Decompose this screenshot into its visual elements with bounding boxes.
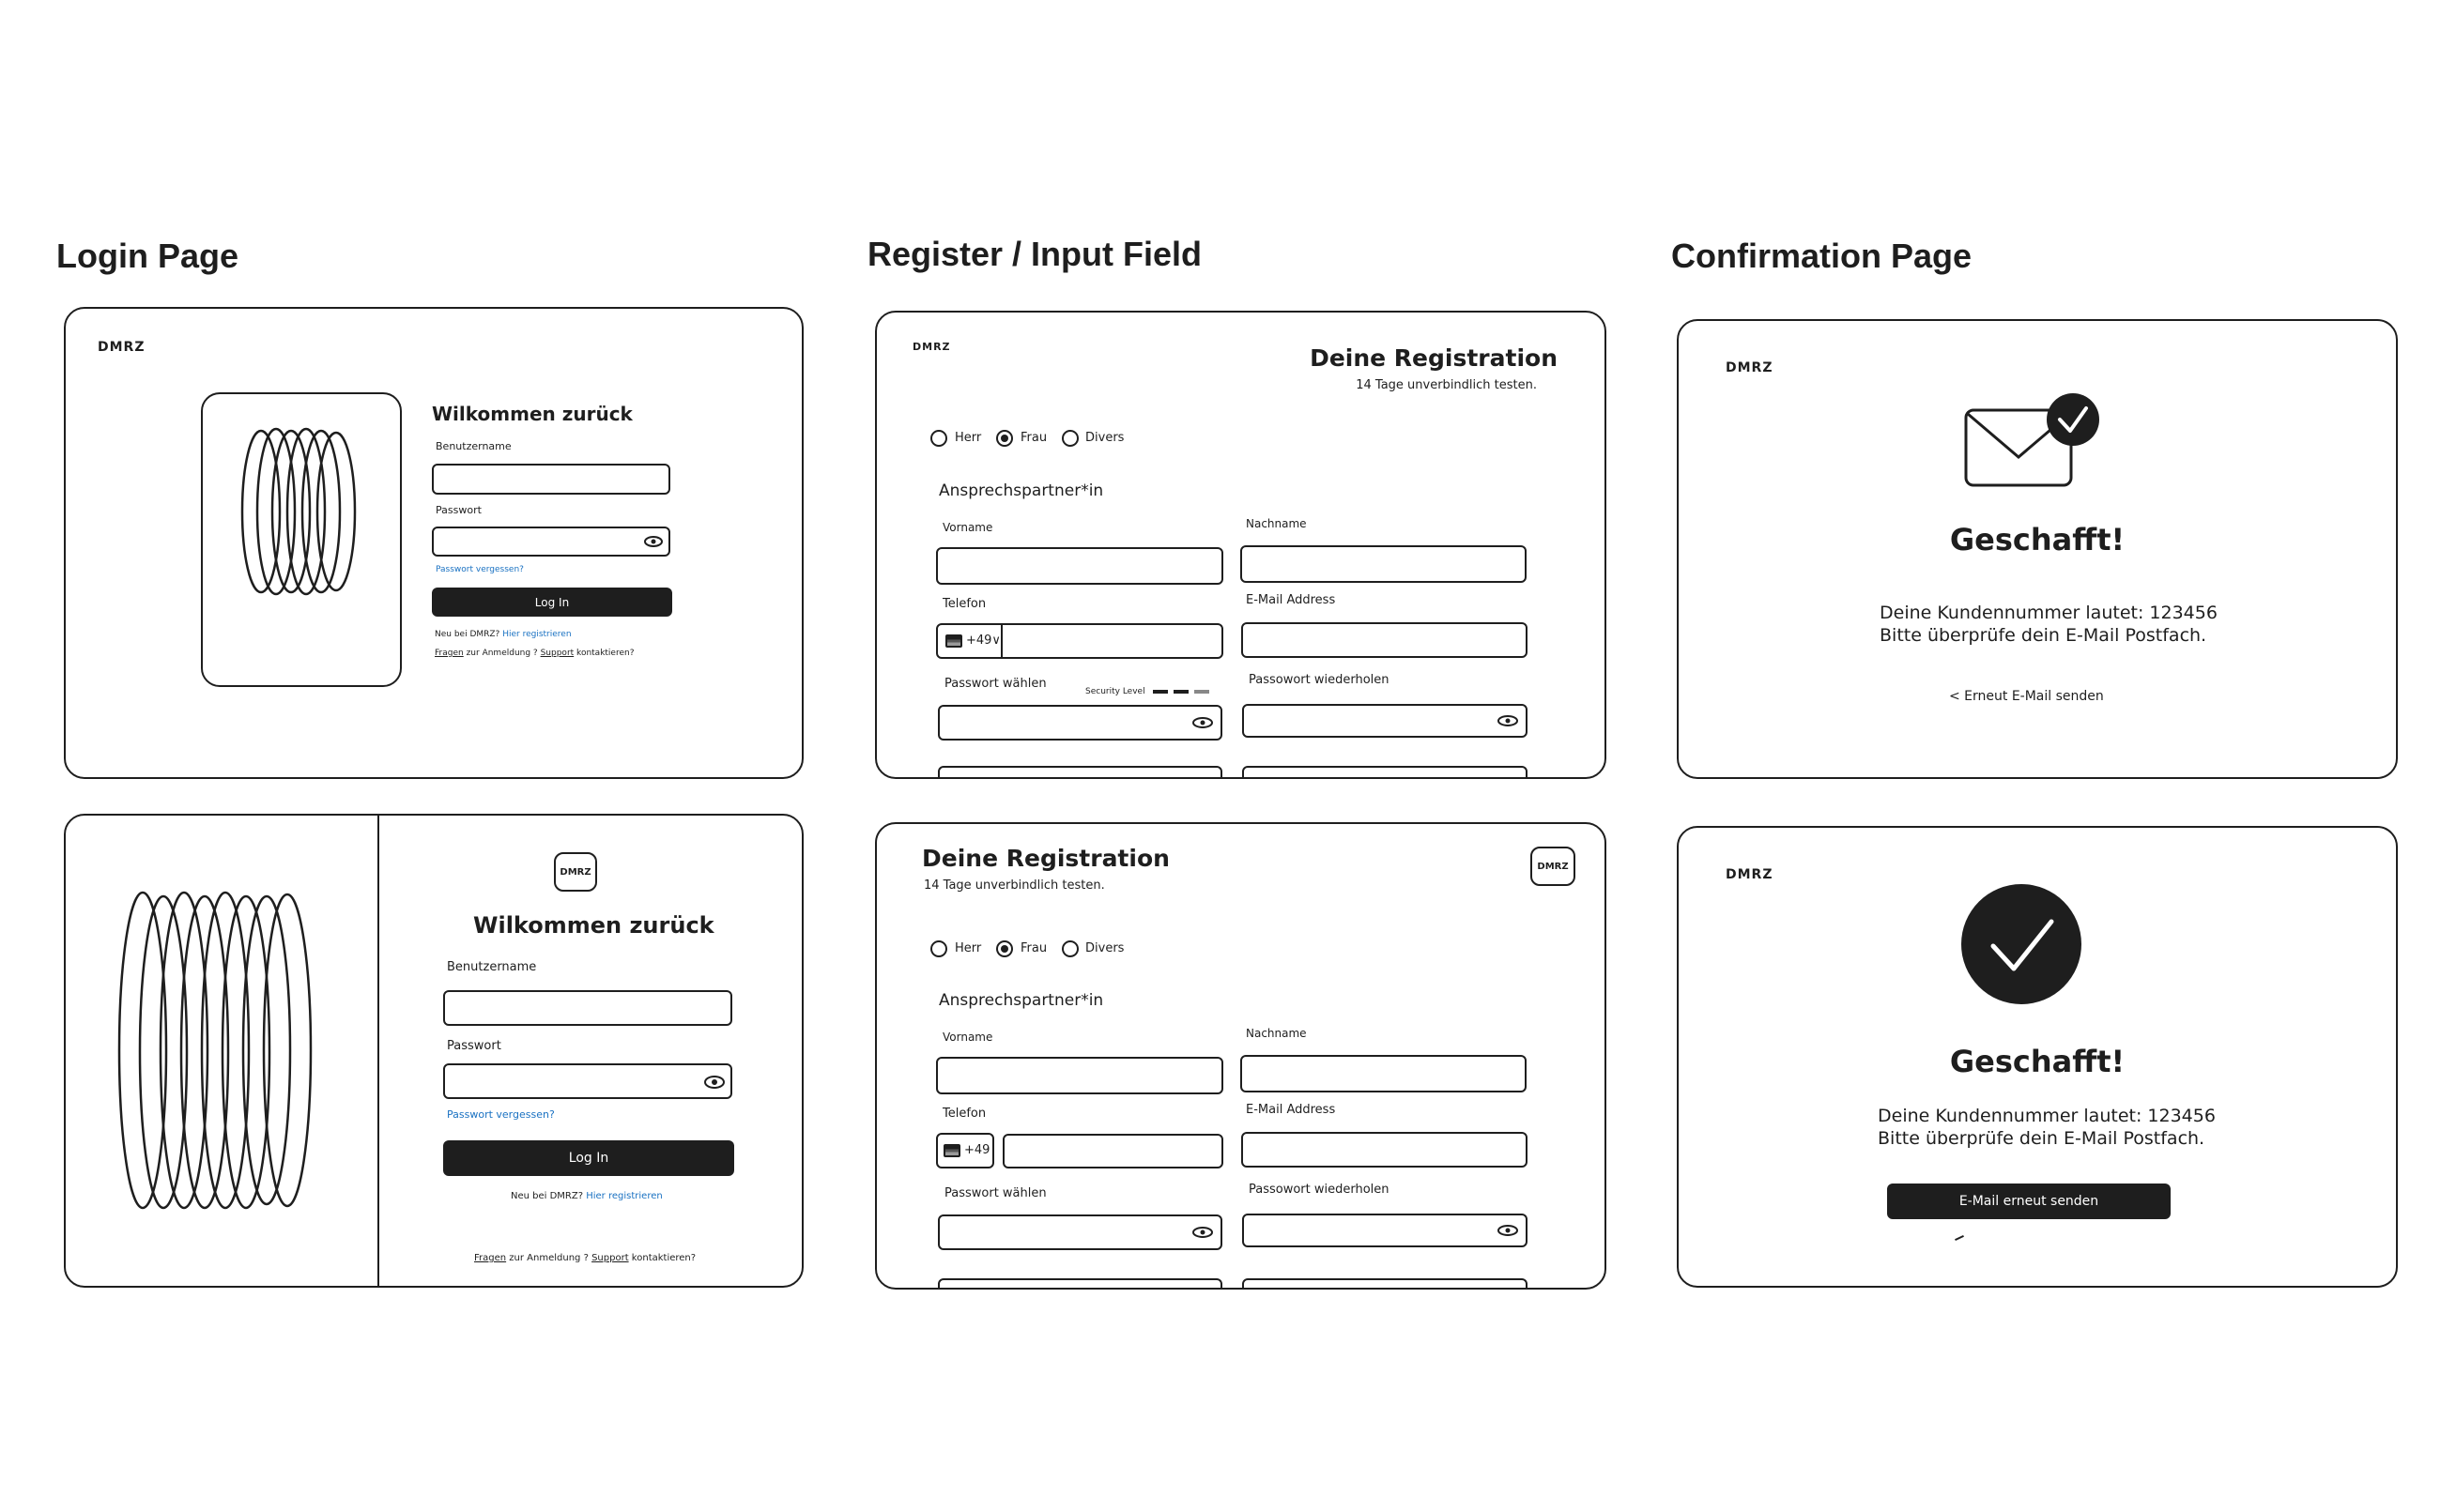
- support-text: kontaktieren?: [576, 649, 635, 658]
- logo: DMRZ: [913, 341, 951, 353]
- firstname-input[interactable]: [936, 1057, 1223, 1094]
- username-label: Benutzername: [436, 440, 512, 452]
- password-input[interactable]: [938, 1214, 1222, 1250]
- check-mail-text: Bitte überprüfe dein E-Mail Postfach.: [1878, 1128, 2205, 1149]
- security-bar-2: [1174, 690, 1189, 694]
- support-prompt: [435, 649, 635, 658]
- logo-badge: DMRZ: [1530, 847, 1575, 886]
- login-button[interactable]: Log In: [443, 1140, 734, 1176]
- security-bar-1: [1153, 690, 1168, 694]
- next-input-right[interactable]: [1242, 1278, 1528, 1290]
- questions-link[interactable]: Fragen: [435, 649, 464, 658]
- logo: DMRZ: [1726, 360, 1773, 375]
- login-frame-1: [64, 307, 804, 779]
- flag-icon: [945, 634, 962, 648]
- login-button[interactable]: Log In: [432, 588, 672, 617]
- email-label: E-Mail Address: [1246, 593, 1336, 607]
- logo: DMRZ: [98, 340, 146, 355]
- next-input-left[interactable]: [938, 766, 1222, 779]
- register-prompt-text: Neu bei DMRZ?: [511, 1191, 584, 1201]
- register-subtitle: 14 Tage unverbindlich testen.: [1356, 378, 1537, 392]
- next-input-right[interactable]: [1242, 766, 1528, 779]
- support-text: kontaktieren?: [631, 1253, 697, 1263]
- register-subtitle: 14 Tage unverbindlich testen.: [924, 878, 1105, 893]
- password-label: Passwort wählen: [944, 1186, 1047, 1200]
- eye-icon[interactable]: [644, 536, 663, 547]
- radio-frau[interactable]: [996, 430, 1013, 447]
- password-repeat-input[interactable]: [1242, 1214, 1528, 1247]
- register-link[interactable]: Hier registrieren: [502, 630, 572, 639]
- eye-icon[interactable]: [1497, 1225, 1518, 1236]
- password-repeat-input[interactable]: [1242, 704, 1528, 738]
- radio-divers[interactable]: [1062, 940, 1079, 957]
- eye-icon[interactable]: [1192, 717, 1213, 728]
- login-title: Wilkommen zurück: [473, 912, 714, 939]
- firstname-input[interactable]: [936, 547, 1223, 585]
- email-label: E-Mail Address: [1246, 1103, 1336, 1117]
- firstname-label: Vorname: [943, 1031, 993, 1044]
- questions-text: zur Anmeldung ?: [466, 649, 538, 658]
- confirmation-frame-1: [1677, 319, 2398, 779]
- logo: DMRZ: [1726, 867, 1773, 882]
- security-level-label: Security Level: [1085, 687, 1145, 696]
- register-frame-2: [875, 822, 1606, 1290]
- radio-frau-label: Frau: [1021, 431, 1048, 445]
- radio-frau-label: Frau: [1021, 941, 1048, 955]
- security-level: [1085, 687, 1209, 696]
- confirmation-title: Geschafft!: [1949, 522, 2126, 557]
- phone-input[interactable]: [936, 623, 1223, 659]
- lastname-label: Nachname: [1246, 1027, 1307, 1040]
- cursor-mark: [1955, 1235, 1964, 1241]
- mail-check-icon: [1960, 391, 2111, 495]
- password-repeat-label: Passowort wiederholen: [1249, 1183, 1389, 1197]
- password-repeat-label: Passowort wiederholen: [1249, 673, 1389, 687]
- radio-herr-label: Herr: [955, 431, 982, 445]
- logo-badge: DMRZ: [554, 852, 597, 892]
- phone-divider: [1001, 625, 1003, 657]
- eye-icon[interactable]: [1192, 1227, 1213, 1238]
- password-label: Passwort: [447, 1039, 501, 1053]
- register-prompt: [511, 1191, 663, 1201]
- phone-input[interactable]: [1003, 1134, 1223, 1168]
- login-title: Wilkommen zurück: [432, 403, 633, 425]
- eye-icon[interactable]: [1497, 715, 1518, 726]
- radio-frau[interactable]: [996, 940, 1013, 957]
- next-input-left[interactable]: [938, 1278, 1222, 1290]
- support-link[interactable]: Support: [591, 1253, 629, 1263]
- radio-divers-label: Divers: [1085, 941, 1125, 955]
- phone-prefix-select[interactable]: +49∨: [966, 634, 1001, 648]
- spiral-illustration: [66, 816, 376, 1285]
- security-bar-3: [1194, 690, 1209, 694]
- lastname-input[interactable]: [1240, 545, 1527, 583]
- username-input[interactable]: [432, 464, 670, 495]
- eye-icon[interactable]: [704, 1076, 725, 1089]
- password-input[interactable]: [432, 527, 670, 557]
- resend-mail-link[interactable]: < Erneut E-Mail senden: [1949, 689, 2104, 704]
- questions-link[interactable]: Fragen: [474, 1253, 507, 1263]
- register-title: Deine Registration: [1310, 344, 1558, 372]
- register-prompt: [435, 630, 572, 639]
- lastname-label: Nachname: [1246, 517, 1307, 530]
- support-link[interactable]: Support: [540, 649, 575, 658]
- phone-prefix-select[interactable]: [936, 1133, 994, 1168]
- contact-heading: Ansprechspartner*in: [939, 481, 1104, 500]
- register-prompt-text: Neu bei DMRZ?: [435, 630, 500, 639]
- phone-prefix-value: +49: [964, 1143, 990, 1157]
- questions-text: zur Anmeldung ?: [509, 1253, 589, 1263]
- section-title-login: Login Page: [56, 237, 239, 275]
- support-prompt: [474, 1253, 696, 1263]
- forgot-password-link[interactable]: Passwort vergessen?: [436, 565, 524, 574]
- username-input[interactable]: [443, 990, 732, 1026]
- resend-mail-button[interactable]: E-Mail erneut senden: [1887, 1184, 2171, 1219]
- radio-divers-label: Divers: [1085, 431, 1125, 445]
- register-link[interactable]: Hier registrieren: [586, 1191, 663, 1201]
- radio-herr[interactable]: [930, 430, 947, 447]
- illustration-card: [201, 392, 402, 687]
- password-input[interactable]: [938, 705, 1222, 741]
- radio-divers[interactable]: [1062, 430, 1079, 447]
- email-input[interactable]: [1241, 1132, 1528, 1168]
- password-label: Passwort wählen: [944, 677, 1047, 691]
- register-frame-1: [875, 311, 1606, 779]
- register-title: Deine Registration: [922, 845, 1170, 872]
- login-frame-2: [64, 814, 804, 1288]
- forgot-password-link[interactable]: Passwort vergessen?: [447, 1108, 555, 1121]
- section-title-confirmation: Confirmation Page: [1671, 237, 1973, 275]
- spiral-illustration: [203, 394, 399, 684]
- password-label: Passwort: [436, 504, 482, 516]
- customer-number: Deine Kundennummer lautet: 123456: [1878, 1106, 2216, 1126]
- contact-heading: Ansprechspartner*in: [939, 991, 1104, 1010]
- check-mail-text: Bitte überprüfe dein E-Mail Postfach.: [1880, 625, 2207, 646]
- password-input[interactable]: [443, 1063, 732, 1099]
- email-input[interactable]: [1241, 622, 1528, 658]
- phone-label: Telefon: [943, 597, 987, 611]
- radio-herr[interactable]: [930, 940, 947, 957]
- customer-number: Deine Kundennummer lautet: 123456: [1880, 603, 2218, 623]
- confirmation-frame-2: [1677, 826, 2398, 1288]
- flag-icon: [944, 1144, 960, 1157]
- radio-herr-label: Herr: [955, 941, 982, 955]
- check-circle-icon: [1957, 880, 2085, 1008]
- lastname-input[interactable]: [1240, 1055, 1527, 1092]
- section-title-register: Register / Input Field: [867, 235, 1203, 273]
- username-label: Benutzername: [447, 960, 537, 974]
- phone-label: Telefon: [943, 1107, 987, 1121]
- illustration-panel: [66, 816, 379, 1288]
- confirmation-title: Geschafft!: [1949, 1044, 2126, 1079]
- firstname-label: Vorname: [943, 521, 993, 534]
